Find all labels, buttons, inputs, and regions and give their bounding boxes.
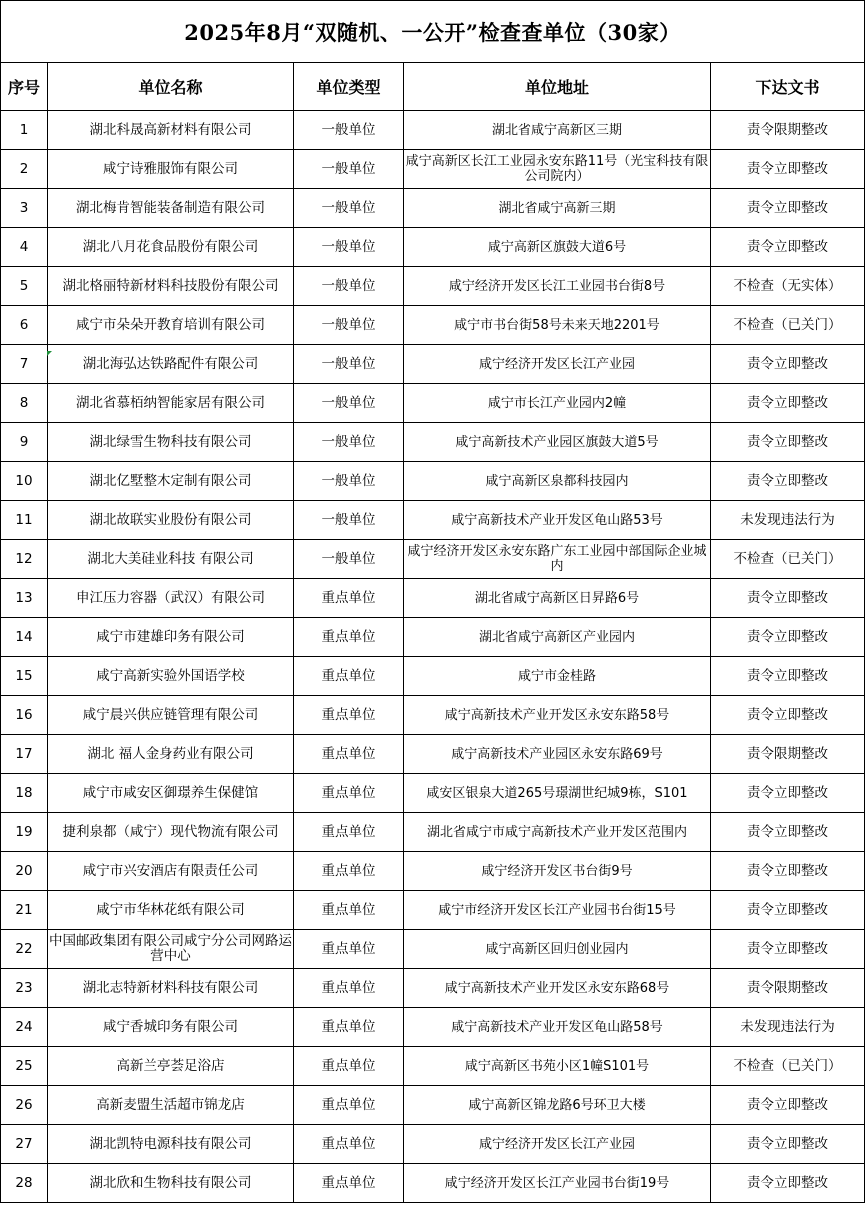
document-issued-cell: 责令立即整改: [711, 813, 865, 852]
table-row: [1, 228, 865, 267]
header-unit-name: 单位名称: [48, 63, 294, 111]
row-index-cell: 20: [1, 852, 48, 891]
table-row: [1, 696, 865, 735]
row-index-cell: 28: [1, 1164, 48, 1203]
table-row: [1, 189, 865, 228]
unit-address-cell: 咸宁高新技术产业开发区永安东路68号: [404, 969, 711, 1008]
table-row: [1, 735, 865, 774]
unit-address-cell: 咸宁经济开发区书台街9号: [404, 852, 711, 891]
unit-name-cell: 湖北海弘达铁路配件有限公司: [48, 345, 294, 384]
table-row: [1, 267, 865, 306]
document-issued-cell: 责令立即整改: [711, 1164, 865, 1203]
row-index-cell: 3: [1, 189, 48, 228]
unit-name-cell: 申江压力容器（武汉）有限公司: [48, 579, 294, 618]
document-issued-cell: 不检查（已关门）: [711, 540, 865, 579]
unit-address-cell: 咸宁高新区长江工业园永安东路11号（光宝科技有限公司院内）: [404, 150, 711, 189]
unit-name-cell: 咸宁香城印务有限公司: [48, 1008, 294, 1047]
document-issued-cell: 责令立即整改: [711, 852, 865, 891]
header-document: 下达文书: [711, 63, 865, 111]
unit-address-cell: 咸宁经济开发区永安东路广东工业园中部国际企业城内: [404, 540, 711, 579]
unit-type-cell: 重点单位: [294, 579, 404, 618]
unit-type-cell: 一般单位: [294, 462, 404, 501]
row-index-cell: 16: [1, 696, 48, 735]
document-issued-cell: 不检查（无实体）: [711, 267, 865, 306]
table-row: [1, 150, 865, 189]
unit-address-cell: 咸宁高新技术产业开发区龟山路53号: [404, 501, 711, 540]
header-unit-address: 单位地址: [404, 63, 711, 111]
unit-type-cell: 一般单位: [294, 423, 404, 462]
unit-name-cell: 咸宁晨兴供应链管理有限公司: [48, 696, 294, 735]
document-issued-cell: 责令限期整改: [711, 735, 865, 774]
table-row: [1, 1164, 865, 1203]
unit-type-cell: 一般单位: [294, 501, 404, 540]
unit-address-cell: 咸宁高新技术产业园区旗鼓大道5号: [404, 423, 711, 462]
unit-name-cell: 咸宁市朵朵开教育培训有限公司: [48, 306, 294, 345]
document-issued-cell: 不检查（已关门）: [711, 306, 865, 345]
unit-name-cell: 咸宁市建雄印务有限公司: [48, 618, 294, 657]
table-row: [1, 1125, 865, 1164]
unit-address-cell: 湖北省咸宁高新三期: [404, 189, 711, 228]
unit-type-cell: 一般单位: [294, 306, 404, 345]
unit-type-cell: 一般单位: [294, 189, 404, 228]
unit-type-cell: 重点单位: [294, 1164, 404, 1203]
document-issued-cell: 责令立即整改: [711, 189, 865, 228]
unit-type-cell: 一般单位: [294, 345, 404, 384]
document-issued-cell: 未发现违法行为: [711, 1008, 865, 1047]
unit-name-cell: 咸宁高新实验外国语学校: [48, 657, 294, 696]
document-issued-cell: 责令立即整改: [711, 930, 865, 969]
row-index-cell: 12: [1, 540, 48, 579]
unit-address-cell: 咸宁高新技术产业开发区龟山路58号: [404, 1008, 711, 1047]
table-row: [1, 423, 865, 462]
unit-address-cell: 湖北省咸宁高新区产业园内: [404, 618, 711, 657]
row-index-cell: 11: [1, 501, 48, 540]
row-index-cell: 14: [1, 618, 48, 657]
unit-address-cell: 咸宁经济开发区长江产业园: [404, 1125, 711, 1164]
unit-address-cell: 咸宁市经济开发区长江产业园书台街15号: [404, 891, 711, 930]
row-index-cell: 21: [1, 891, 48, 930]
unit-type-cell: 重点单位: [294, 852, 404, 891]
cell-comment-marker: [47, 351, 52, 356]
sheet-title: 2025年8月“双随机、一公开”检查查单位（30家）: [1, 1, 865, 63]
unit-type-cell: 重点单位: [294, 969, 404, 1008]
row-index-cell: 25: [1, 1047, 48, 1086]
table-row: [1, 345, 865, 384]
unit-type-cell: 重点单位: [294, 657, 404, 696]
document-issued-cell: 责令立即整改: [711, 579, 865, 618]
document-issued-cell: 责令立即整改: [711, 1125, 865, 1164]
row-index-cell: 18: [1, 774, 48, 813]
document-issued-cell: 责令立即整改: [711, 384, 865, 423]
row-index-cell: 1: [1, 111, 48, 150]
document-issued-cell: 责令立即整改: [711, 462, 865, 501]
unit-name-cell: 高新兰亭荟足浴店: [48, 1047, 294, 1086]
unit-type-cell: 一般单位: [294, 540, 404, 579]
unit-address-cell: 咸安区银泉大道265号璟湖世纪城9栋，S101: [404, 774, 711, 813]
table-row: [1, 852, 865, 891]
row-index-cell: 15: [1, 657, 48, 696]
table-row: [1, 579, 865, 618]
unit-name-cell: 咸宁市咸安区御璟养生保健馆: [48, 774, 294, 813]
unit-name-cell: 湖北凯特电源科技有限公司: [48, 1125, 294, 1164]
table-row: [1, 1086, 865, 1125]
unit-name-cell: 湖北欣和生物科技有限公司: [48, 1164, 294, 1203]
unit-address-cell: 咸宁市长江产业园内2幢: [404, 384, 711, 423]
unit-name-cell: 捷利泉都（咸宁）现代物流有限公司: [48, 813, 294, 852]
unit-type-cell: 重点单位: [294, 1008, 404, 1047]
table-row: [1, 501, 865, 540]
row-index-cell: 7: [1, 345, 48, 384]
table-row: [1, 111, 865, 150]
unit-address-cell: 咸宁高新技术产业园区永安东路69号: [404, 735, 711, 774]
row-index-cell: 13: [1, 579, 48, 618]
unit-type-cell: 一般单位: [294, 150, 404, 189]
header-index: 序号: [1, 63, 48, 111]
unit-name-cell: 湖北科晟高新材料有限公司: [48, 111, 294, 150]
document-issued-cell: 责令限期整改: [711, 969, 865, 1008]
document-issued-cell: 责令立即整改: [711, 657, 865, 696]
document-issued-cell: 未发现违法行为: [711, 501, 865, 540]
row-index-cell: 8: [1, 384, 48, 423]
unit-address-cell: 咸宁市书台街58号未来天地2201号: [404, 306, 711, 345]
table-row: [1, 1008, 865, 1047]
table-row: [1, 384, 865, 423]
unit-name-cell: 湖北亿墅整木定制有限公司: [48, 462, 294, 501]
row-index-cell: 27: [1, 1125, 48, 1164]
table-row: [1, 1047, 865, 1086]
unit-type-cell: 重点单位: [294, 774, 404, 813]
document-issued-cell: 责令立即整改: [711, 150, 865, 189]
unit-address-cell: 咸宁经济开发区长江产业园书台街19号: [404, 1164, 711, 1203]
unit-name-cell: 湖北故联实业股份有限公司: [48, 501, 294, 540]
unit-type-cell: 重点单位: [294, 1125, 404, 1164]
table-body: [1, 111, 865, 1203]
document-issued-cell: 责令立即整改: [711, 345, 865, 384]
unit-address-cell: 咸宁经济开发区长江产业园: [404, 345, 711, 384]
unit-name-cell: 湖北八月花食品股份有限公司: [48, 228, 294, 267]
unit-name-cell: 咸宁诗雅服饰有限公司: [48, 150, 294, 189]
unit-address-cell: 湖北省咸宁市咸宁高新技术产业开发区范围内: [404, 813, 711, 852]
row-index-cell: 26: [1, 1086, 48, 1125]
unit-address-cell: 咸宁高新区书苑小区1幢S101号: [404, 1047, 711, 1086]
unit-address-cell: 咸宁高新区回归创业园内: [404, 930, 711, 969]
unit-type-cell: 重点单位: [294, 618, 404, 657]
unit-address-cell: 咸宁高新区锦龙路6号环卫大楼: [404, 1086, 711, 1125]
document-issued-cell: 不检查（已关门）: [711, 1047, 865, 1086]
row-index-cell: 23: [1, 969, 48, 1008]
unit-name-cell: 咸宁市华林花纸有限公司: [48, 891, 294, 930]
unit-address-cell: 湖北省咸宁高新区日昇路6号: [404, 579, 711, 618]
unit-address-cell: 咸宁高新区泉都科技园内: [404, 462, 711, 501]
row-index-cell: 6: [1, 306, 48, 345]
document-issued-cell: 责令立即整改: [711, 1086, 865, 1125]
unit-type-cell: 重点单位: [294, 1047, 404, 1086]
unit-type-cell: 重点单位: [294, 891, 404, 930]
unit-name-cell: 湖北梅肯智能装备制造有限公司: [48, 189, 294, 228]
row-index-cell: 10: [1, 462, 48, 501]
table-row: [1, 657, 865, 696]
row-index-cell: 24: [1, 1008, 48, 1047]
unit-type-cell: 一般单位: [294, 111, 404, 150]
unit-address-cell: 湖北省咸宁高新区三期: [404, 111, 711, 150]
unit-type-cell: 一般单位: [294, 384, 404, 423]
unit-address-cell: 咸宁市金桂路: [404, 657, 711, 696]
table-row: [1, 774, 865, 813]
unit-type-cell: 一般单位: [294, 228, 404, 267]
unit-type-cell: 重点单位: [294, 1086, 404, 1125]
document-issued-cell: 责令立即整改: [711, 696, 865, 735]
unit-name-cell: 中国邮政集团有限公司咸宁分公司网路运营中心: [48, 930, 294, 969]
document-issued-cell: 责令立即整改: [711, 774, 865, 813]
document-issued-cell: 责令立即整改: [711, 423, 865, 462]
table-row: [1, 969, 865, 1008]
unit-name-cell: 湖北大美硅业科技 有限公司: [48, 540, 294, 579]
unit-type-cell: 一般单位: [294, 267, 404, 306]
unit-address-cell: 咸宁高新区旗鼓大道6号: [404, 228, 711, 267]
document-issued-cell: 责令限期整改: [711, 111, 865, 150]
unit-address-cell: 咸宁经济开发区长江工业园书台街8号: [404, 267, 711, 306]
row-index-cell: 4: [1, 228, 48, 267]
unit-name-cell: 湖北 福人金身药业有限公司: [48, 735, 294, 774]
document-issued-cell: 责令立即整改: [711, 891, 865, 930]
unit-address-cell: 咸宁高新技术产业开发区永安东路58号: [404, 696, 711, 735]
row-index-cell: 5: [1, 267, 48, 306]
table-row: [1, 930, 865, 969]
unit-type-cell: 重点单位: [294, 696, 404, 735]
unit-type-cell: 重点单位: [294, 813, 404, 852]
table-row: [1, 618, 865, 657]
row-index-cell: 9: [1, 423, 48, 462]
document-issued-cell: 责令立即整改: [711, 618, 865, 657]
unit-name-cell: 咸宁市兴安酒店有限责任公司: [48, 852, 294, 891]
unit-name-cell: 高新麦盟生活超市锦龙店: [48, 1086, 294, 1125]
header-unit-type: 单位类型: [294, 63, 404, 111]
unit-name-cell: 湖北绿雪生物科技有限公司: [48, 423, 294, 462]
row-index-cell: 2: [1, 150, 48, 189]
table-row: [1, 306, 865, 345]
unit-name-cell: 湖北格丽特新材料科技股份有限公司: [48, 267, 294, 306]
unit-name-cell: 湖北志特新材料科技有限公司: [48, 969, 294, 1008]
table-row: [1, 540, 865, 579]
unit-name-cell: 湖北省慕栢纳智能家居有限公司: [48, 384, 294, 423]
document-issued-cell: 责令立即整改: [711, 228, 865, 267]
table-row: [1, 813, 865, 852]
header-row: [1, 63, 865, 111]
unit-type-cell: 重点单位: [294, 930, 404, 969]
row-index-cell: 22: [1, 930, 48, 969]
unit-type-cell: 重点单位: [294, 735, 404, 774]
table-row: [1, 891, 865, 930]
table-row: [1, 462, 865, 501]
row-index-cell: 19: [1, 813, 48, 852]
row-index-cell: 17: [1, 735, 48, 774]
